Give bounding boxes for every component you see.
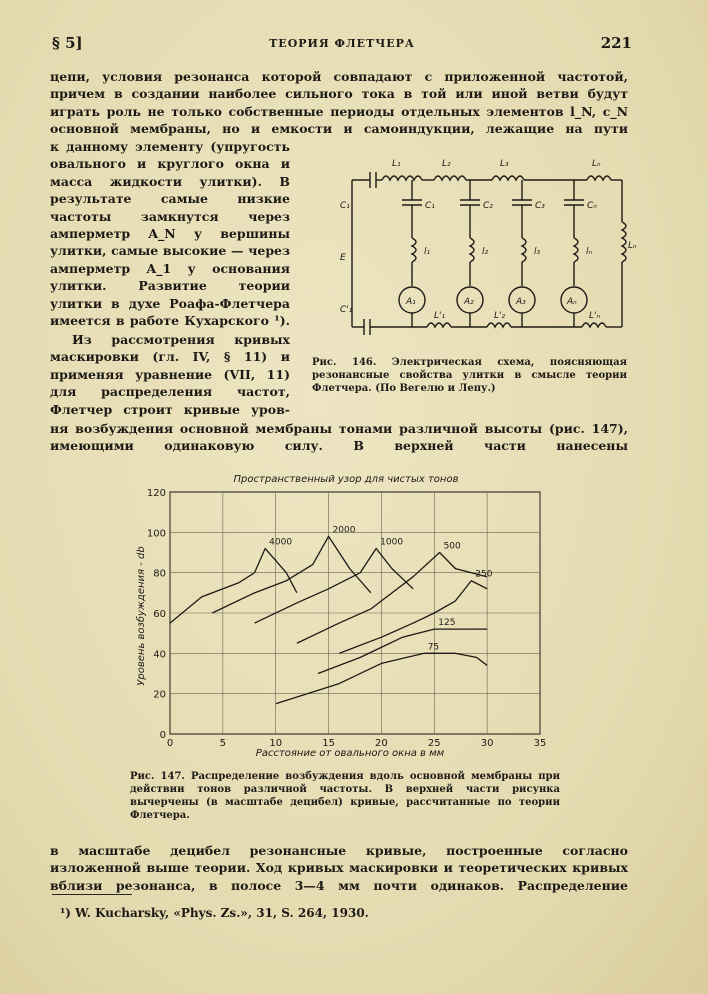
label-A1: A₁ [406,297,416,307]
running-header [52,34,632,54]
x-tick-label: 0 [166,738,174,749]
label-Ln-right: Lₙ [628,241,637,251]
label-c-left: C₁ [340,201,350,211]
label-L1: L₁ [392,159,401,169]
label-E: E [340,253,346,263]
series-label-250: 250 [475,569,493,580]
paragraph-top: цепи, условия резонанса которой совпадают с приложенной частотой, причем в создании наиболее сильного тока в той или иной ветви будут играть роль не только собственные периоды отдельных элементов l_N, c_N основной мембраны, но и емкости и самоиндукции, лежащие на пути [50,69,628,137]
label-c-left-bottom: C'₁ [340,305,353,315]
page-number: 221 [600,34,632,52]
x-tick-label: 25 [427,738,441,749]
label-L3: L₃ [500,159,509,169]
figure-146-circuit [312,152,642,347]
label-C2: C₂ [483,201,493,211]
series-label-4000: 4000 [269,537,293,548]
series-line-250 [339,581,487,654]
series-line-1000 [255,548,414,623]
label-Cn: Cₙ [587,201,597,211]
x-tick-label: 20 [375,738,388,749]
label-L1-prime: L'₁ [434,311,446,321]
label-L2: L₂ [442,159,451,169]
footnote: ¹) W. Kucharsky, «Phys. Zs.», 31, S. 264, 1930. [60,906,369,920]
y-tick-label: 20 [153,689,166,701]
paragraph-bottom: в масштабе децибел резонансные кривые, построенные согласно изложенной выше теории. Ход кривых маскировки и теоретических кривых вблизи резонанса, в полосе 3—4 мм почти одинаков. Распределение [50,843,628,893]
label-l1: l₁ [424,247,431,257]
x-tick-label: 15 [322,738,335,749]
label-L2-prime: L'₂ [494,311,506,321]
label-C3: C₃ [535,201,545,211]
running-title: ТЕОРИЯ ФЛЕТЧЕРА [269,37,415,50]
y-tick-label: 120 [146,488,166,499]
y-tick-label: 40 [153,649,166,661]
figure-147-caption: Рис. 147. Распределение возбуждения вдоль основной мембраны при действии тонов различной частоты. В верхней части рисунка вычерчены (в масштабе децибел) кривые, рассчитанные по теории Флетчера. [130,771,560,821]
footnote-rule [52,894,132,895]
x-tick-label: 30 [480,738,494,749]
chart-xlabel: Расстояние от овального окна в мм [255,748,445,759]
series-label-125: 125 [438,618,456,629]
column-paragraph-2: Из рассмотрения кривых маскировки (гл. IV, § 11) и применяя уравнение (VII, 11) для распределения частот, Флетчер строит кривые уров- [50,332,290,417]
column-paragraph-1: к данному элементу (упругость овального и круглого окна и масса жидкости улитки). В результате самые низкие частоты замкнутся через амперметр A_N у вершины улитки, самые высокие — через амперметр A_1 у основания улитки. Развитие теории улитки в духе Роафа-Флетчера имеется в работе Кухарского ¹). [50,139,290,329]
figure-146-caption: Рис. 146. Электрическая схема, поясняющая резонансные свойства улитки в смысле теории Флетчера. (По Вегелю и Лепу.) [312,357,627,394]
section-number: § 5] [52,34,83,52]
x-tick-label: 35 [533,738,547,749]
y-tick-label: 100 [146,528,166,540]
x-tick-label: 5 [219,738,227,749]
label-Ln-prime: L'ₙ [589,311,601,321]
label-C1: C₁ [425,201,435,211]
label-l3: l₃ [534,247,541,257]
series-label-500: 500 [443,541,461,552]
chart-ylabel: Уровень возбуждения - db [136,546,147,686]
figure-147-chart [130,466,560,766]
series-label-2000: 2000 [332,525,356,536]
series-line-2000 [212,536,371,613]
y-tick-label: 80 [153,568,166,580]
label-Ln: Lₙ [592,159,601,169]
label-l2: l₂ [482,247,489,257]
label-ln: lₙ [586,247,593,257]
chart-title: Пространственный узор для чистых тонов [233,474,459,485]
label-A2: A₂ [464,297,474,307]
label-An: Aₙ [567,297,577,307]
x-tick-label: 10 [269,738,283,749]
y-tick-label: 60 [153,609,166,620]
paragraph-mid: ня возбуждения основной мембраны тонами различной высоты (рис. 147), имеющими одинаковую силу. В верхней части нанесены [50,421,628,454]
y-tick-label: 0 [159,730,166,741]
label-A3: A₃ [516,297,526,307]
series-label-75: 75 [427,642,440,653]
series-label-1000: 1000 [380,537,404,548]
